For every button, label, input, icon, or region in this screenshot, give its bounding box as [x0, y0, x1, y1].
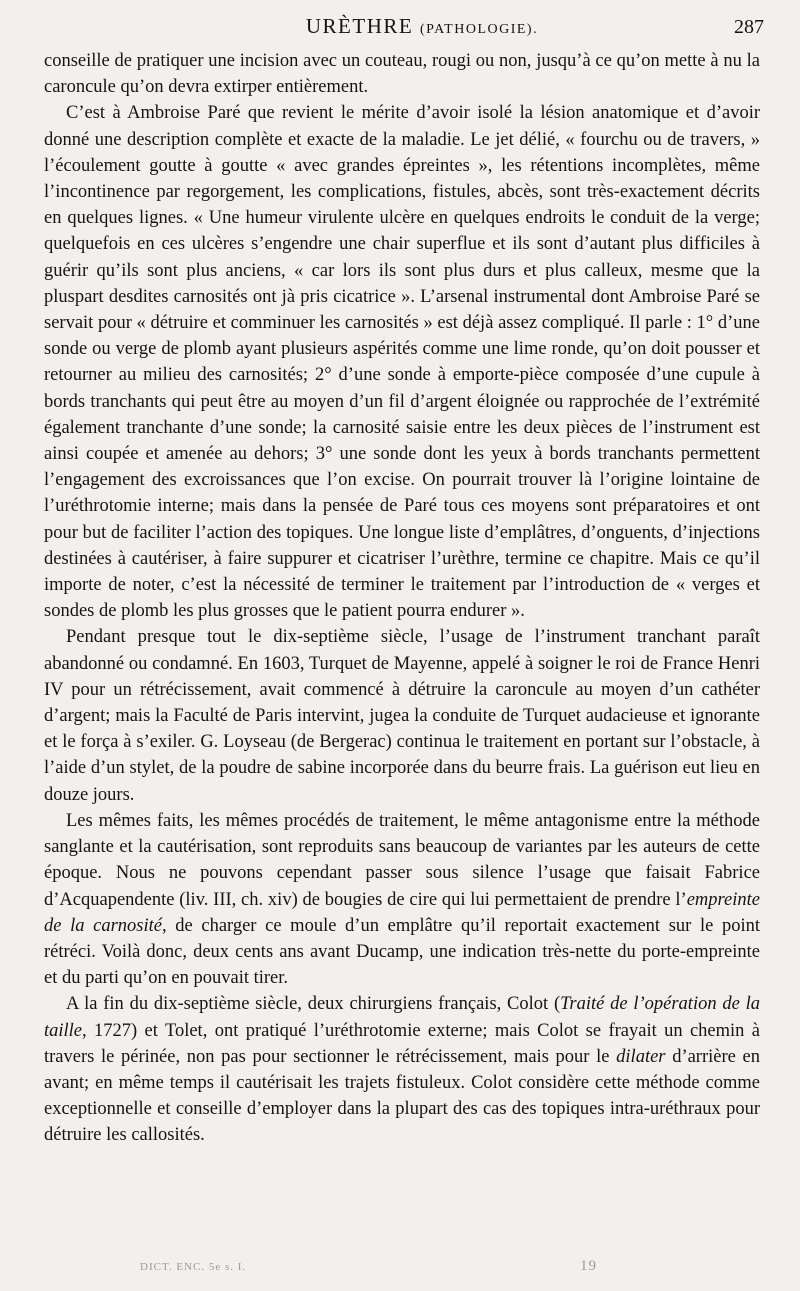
paragraph-p2 [44, 100, 760, 624]
paragraph-p3 [44, 624, 760, 807]
body-text [44, 48, 760, 1149]
text-segment: , de charger ce moule d’un emplâtre qu’il reportait exactement sur le point rétréci. Voilà donc, deux cents ans avant Ducamp, une indication très-nette du porte-empreinte et du parti qu’on en pouvait tirer. [44, 915, 760, 989]
text-segment: d’arrière en avant; en même temps il cautérisait les trajets fistuleux. Colot considère cette méthode comme exceptionnelle et conseille d’employer dans la plupart des cas des topiques intra-uréthraux pour détruire les callosités. [44, 1046, 760, 1146]
paragraph-p4 [44, 808, 760, 991]
page [44, 14, 764, 1149]
running-title-sub: (PATHOLOGIE). [419, 22, 539, 37]
paragraph-p1 [44, 48, 760, 100]
footer [140, 1258, 597, 1275]
paragraph-p5 [44, 991, 760, 1148]
text-segment: A la fin du dix-septième siècle, deux chirurgiens français, Colot ( [66, 994, 561, 1015]
running-title-main: URÈTHRE [305, 14, 414, 38]
running-title [266, 14, 538, 39]
page-number: 287 [734, 16, 764, 38]
text-segment: C’est à Ambroise Paré que revient le mérite d’avoir isolé la lésion anatomique et d’avoir donné une description complète et exacte de la maladie. Le jet délié, « fourchu ou de travers, » l’écoulement goutte à goutte « avec grandes épreintes », les rétentions incomplètes, même l’incontinence par regorgement, les complications, fistules, abcès, sont très-exactement décrits en quelques lignes. « Une humeur virulente ulcère en quelques endroits le conduit de la verge; quelquefois en ces ulcères s’engendre une chair superflue et ils sont d’autant plus difficiles à guérir qu’ils sont plus anciens, « car lors ils sont plus durs et plus calleux, mesme que la pluspart desdites carnosités ont jà pris cicatrice ». L’arsenal instrumental dont Ambroise Paré se servait pour « détruire et comminuer les carnosités » est déjà assez compliqué. Il parle : 1° d’une sonde ou verge de plomb ayant plusieurs aspérités comme une lime ronde, qu’on doit pousser et retourner au milieu des carnosités; 2° d’une sonde à emporte-pièce composée d’une cupule à bords tranchants qui peut être au moyen d’un fil d’argent éloignée ou rapprochée de l’extrémité également tranchante d’une sonde; la carnosité saisie entre les deux pièces de l’instrument est ainsi coupée et amenée au dehors; 3° une sonde dont les yeux à bords tranchants permettent l’engagement des excroissances que l’on excise. On pourrait trouver là l’origine lointaine de l’uréthrotomie interne; mais dans la pensée de Paré tous ces moyens sont préparatoires et ont pour but de faciliter l’action des topiques. Une longue liste d’emplâtres, d’onguents, d’injections destinées à cautériser, à faire suppurer et cicatriser l’urèthre, termine ce chapitre. Mais ce qu’il importe de noter, c’est la nécessité de terminer le traitement par l’introduction de « verges et sondes de plomb les plus grosses que le patient pourra endurer ». [44, 103, 760, 622]
running-head [44, 14, 764, 48]
signature-line: DICT. ENC. 5e s. I. [140, 1261, 247, 1273]
signature-number: 19 [579, 1258, 597, 1274]
text-segment: , 1727) et Tolet, ont pratiqué l’uréthrotomie externe; mais Colot se frayait un chemin à travers le périnée, non pas pour sectionner le rétrécissement, mais pour le [44, 1020, 760, 1067]
text-segment: conseille de pratiquer une incision avec un couteau, rougi ou non, jusqu’à ce qu’on mette à nu la caroncule qu’on devra extirper entièrement. [44, 51, 760, 98]
text-segment: empreinte de la carnosité [44, 889, 760, 936]
text-segment: Les mêmes faits, les mêmes procédés de traitement, le même antagonisme entre la méthode sanglante et la cautérisation, sont reproduits sans beaucoup de variantes par les auteurs de cette époque. Nous ne pouvons cependant passer sous silence l’usage que faisait Fabrice d’Acquapendente (liv. III, ch. xiv) de bougies de cire qui lui permettaient de prendre l’ [44, 810, 760, 910]
text-segment: Pendant presque tout le dix-septième siècle, l’usage de l’instrument tranchant paraît abandonné ou condamné. En 1603, Turquet de Mayenne, appelé à soigner le roi de France Henri IV pour un rétrécissement, avait commencé à détruire la caroncule au moyen d’un cathéter d’argent; mais la Faculté de Paris intervint, jugea la conduite de Turquet audacieuse et ignorante et le força à s’exiler. G. Loyseau (de Bergerac) continua le traitement en portant sur l’obstacle, à l’aide d’un stylet, de la poudre de sabine incorporée dans du beurre frais. La guérison eut lieu en douze jours. [44, 627, 760, 805]
text-segment: Traité de l’opération de la taille [44, 994, 760, 1041]
text-segment: dilater [616, 1046, 666, 1067]
